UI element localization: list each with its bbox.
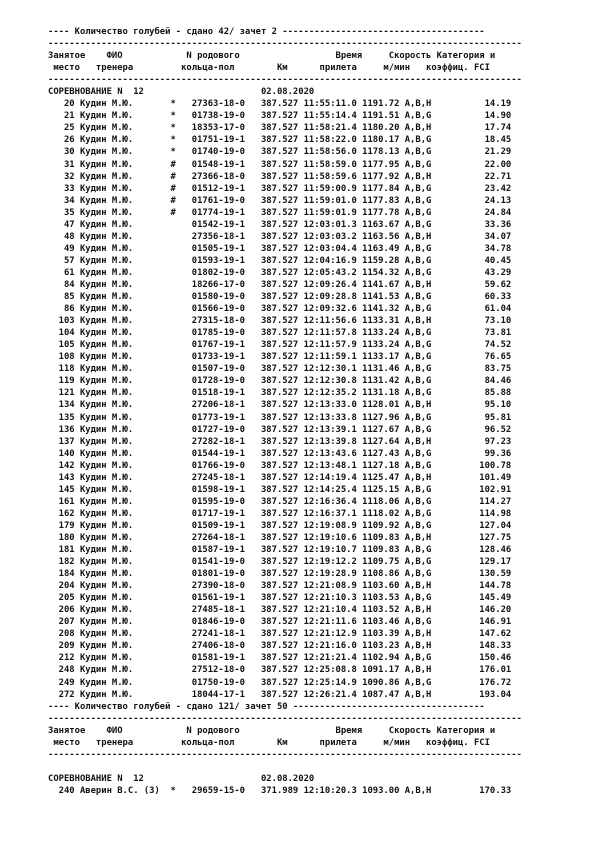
- result-row: 180 Кудин М.Ю. 27264-18-1 387.527 12:19:10.6 1109.83 A,B,H 127.75: [48, 532, 512, 543]
- result-row: 31 Кудин М.Ю. # 01548-19-1 387.527 11:58:59.0 1177.95 A,B,G 22.00: [48, 159, 512, 170]
- result-row: 142 Кудин М.Ю. 01766-19-0 387.527 12:13:48.1 1127.18 A,B,G 100.78: [48, 460, 512, 471]
- result-row: 108 Кудин М.Ю. 01733-19-1 387.527 12:11:59.1 1133.17 A,B,G 76.65: [48, 352, 512, 363]
- result-row: 119 Кудин М.Ю. 01728-19-0 387.527 12:12:30.8 1131.42 A,B,G 84.46: [48, 376, 512, 387]
- result-row: 84 Кудин М.Ю. 18266-17-0 387.527 12:09:26.4 1141.67 A,B,H 59.62: [48, 279, 512, 290]
- result-row: 204 Кудин М.Ю. 27390-18-0 387.527 12:21:08.9 1103.60 A,B,H 144.78: [48, 581, 512, 592]
- result-row: 143 Кудин М.Ю. 27245-18-1 387.527 12:14:19.4 1125.47 A,B,H 101.49: [48, 472, 512, 483]
- result-row: 57 Кудин М.Ю. 01593-19-1 387.527 12:04:16.9 1159.28 A,B,G 40.45: [48, 255, 512, 266]
- result-row: 179 Кудин М.Ю. 01509-19-1 387.527 12:19:08.9 1109.92 A,B,G 127.04: [48, 520, 512, 531]
- result-row: 20 Кудин М.Ю. * 27363-18-0 387.527 11:55:11.0 1191.72 A,B,H 14.19: [48, 99, 512, 110]
- result-row: 103 Кудин М.Ю. 27315-18-0 387.527 12:11:56.6 1133.31 A,B,H 73.10: [48, 316, 512, 327]
- block-2-banner: ---- Количество голубей - сдано 121/ зачет 50 ------------------------------------: [48, 701, 485, 712]
- result-row: 145 Кудин М.Ю. 01598-19-1 387.527 12:14:25.4 1125.15 A,B,G 102.91: [48, 484, 512, 495]
- result-row: 25 Кудин М.Ю. * 18353-17-0 387.527 11:58:21.4 1180.20 A,B,H 17.74: [48, 123, 512, 134]
- result-row: 137 Кудин М.Ю. 27282-18-1 387.527 12:13:39.8 1127.64 A,B,H 97.23: [48, 436, 512, 447]
- block-1-header-line-2: место тренера кольца-пол Км прилета м/мин коэффиц. FCI: [48, 63, 490, 74]
- result-row: 118 Кудин М.Ю. 01507-19-0 387.527 12:12:30.1 1131.46 A,B,G 83.75: [48, 364, 512, 375]
- result-row: 208 Кудин М.Ю. 27241-18-1 387.527 12:21:12.9 1103.39 A,B,H 147.62: [48, 629, 512, 640]
- result-row: 162 Кудин М.Ю. 01717-19-1 387.527 12:16:37.1 1118.02 A,B,G 114.98: [48, 508, 512, 519]
- block-1-header-line-1: Занятое ФИО N родового Время Скорость Категория и: [48, 51, 496, 62]
- result-row: 182 Кудин М.Ю. 01541-19-0 387.527 12:19:12.2 1109.75 A,B,G 129.17: [48, 557, 512, 568]
- result-row: 205 Кудин М.Ю. 01561-19-1 387.527 12:21:10.3 1103.53 A,B,G 145.49: [48, 593, 512, 604]
- result-row: 32 Кудин М.Ю. # 27366-18-0 387.527 11:58:59.6 1177.92 A,B,H 22.71: [48, 171, 512, 182]
- results-listing: [48, 26, 522, 797]
- result-row: 207 Кудин М.Ю. 01846-19-0 387.527 12:21:11.6 1103.46 A,B,G 146.91: [48, 617, 512, 628]
- result-row: 105 Кудин М.Ю. 01767-19-1 387.527 12:11:57.9 1133.24 A,B,G 74.52: [48, 340, 512, 351]
- block-2-header-line-2: место тренера кольца-пол Км прилета м/мин коэффиц. FCI: [48, 737, 490, 748]
- result-row: 206 Кудин М.Ю. 27485-18-1 387.527 12:21:10.4 1103.52 A,B,H 146.20: [48, 605, 512, 616]
- result-row: 181 Кудин М.Ю. 01587-19-1 387.527 12:19:10.7 1109.83 A,B,G 128.46: [48, 545, 512, 556]
- block-1-rule-bottom: -----------------------------------------------------------------------------------------: [48, 75, 522, 86]
- result-row: 248 Кудин М.Ю. 27512-18-0 387.527 12:25:08.8 1091.17 A,B,H 176.01: [48, 665, 512, 676]
- result-row: 161 Кудин М.Ю. 01595-19-0 387.527 12:16:36.4 1118.06 A,B,G 114.27: [48, 496, 512, 507]
- result-row: 209 Кудин М.Ю. 27406-18-0 387.527 12:21:16.0 1103.23 A,B,H 148.33: [48, 641, 512, 652]
- result-row: 240 Аверин В.С. (3) * 29659-15-0 371.989 12:10:20.3 1093.00 A,B,H 170.33: [48, 785, 512, 796]
- result-row: 135 Кудин М.Ю. 01773-19-1 387.527 12:13:33.8 1127.96 A,B,G 95.81: [48, 412, 512, 423]
- result-row: 49 Кудин М.Ю. 01505-19-1 387.527 12:03:04.4 1163.49 A,B,G 34.78: [48, 243, 512, 254]
- block-1-competition-title: СОРЕВНОВАНИЕ N 12 02.08.2020: [48, 87, 315, 98]
- result-row: 30 Кудин М.Ю. * 01740-19-0 387.527 11:58:56.0 1178.13 A,B,G 21.29: [48, 147, 512, 158]
- result-row: 47 Кудин М.Ю. 01542-19-1 387.527 12:03:01.3 1163.67 A,B,G 33.36: [48, 219, 512, 230]
- result-row: 85 Кудин М.Ю. 01580-19-0 387.527 12:09:28.8 1141.53 A,B,G 60.33: [48, 292, 512, 303]
- result-row: 48 Кудин М.Ю. 27356-18-1 387.527 12:03:03.2 1163.56 A,B,H 34.07: [48, 231, 512, 242]
- result-row: 104 Кудин М.Ю. 01785-19-0 387.527 12:11:57.8 1133.24 A,B,G 73.81: [48, 328, 512, 339]
- result-row: 34 Кудин М.Ю. # 01761-19-0 387.527 11:59:01.0 1177.83 A,B,G 24.13: [48, 195, 512, 206]
- result-row: 140 Кудин М.Ю. 01544-19-1 387.527 12:13:43.6 1127.43 A,B,G 99.36: [48, 448, 512, 459]
- result-row: 184 Кудин М.Ю. 01801-19-0 387.527 12:19:28.9 1108.86 A,B,G 130.59: [48, 569, 512, 580]
- block-1-rule-top: -----------------------------------------------------------------------------------------: [48, 39, 522, 50]
- result-row: 134 Кудин М.Ю. 27206-18-1 387.527 12:13:33.0 1128.01 A,B,H 95.10: [48, 400, 512, 411]
- block-2-competition-title: СОРЕВНОВАНИЕ N 12 02.08.2020: [48, 773, 315, 784]
- result-row: 35 Кудин М.Ю. # 01774-19-1 387.527 11:59:01.9 1177.78 A,B,G 24.84: [48, 207, 512, 218]
- block-1-banner: ---- Количество голубей - сдано 42/ зачет 2 --------------------------------------: [48, 27, 485, 37]
- block-1-result-rows: [48, 99, 511, 699]
- result-row: 136 Кудин М.Ю. 01727-19-0 387.527 12:13:39.1 1127.67 A,B,G 96.52: [48, 424, 512, 435]
- result-row: 26 Кудин М.Ю. * 01751-19-1 387.527 11:58:22.0 1180.17 A,B,G 18.45: [48, 135, 512, 146]
- result-row: 121 Кудин М.Ю. 01518-19-1 387.527 12:12:35.2 1131.18 A,B,G 85.88: [48, 388, 512, 399]
- block-2-header-line-1: Занятое ФИО N родового Время Скорость Категория и: [48, 725, 496, 736]
- result-row: 272 Кудин М.Ю. 18044-17-1 387.527 12:26:21.4 1087.47 A,B,H 193.04: [48, 689, 512, 700]
- result-row: 61 Кудин М.Ю. 01802-19-0 387.527 12:05:43.2 1154.32 A,B,G 43.29: [48, 267, 512, 278]
- result-row: 249 Кудин М.Ю. 01750-19-0 387.527 12:25:14.9 1090.86 A,B,G 176.72: [48, 677, 512, 688]
- result-row: 212 Кудин М.Ю. 01581-19-1 387.527 12:21:21.4 1102.94 A,B,G 150.46: [48, 653, 512, 664]
- block-2-rule-bottom: -----------------------------------------------------------------------------------------: [48, 749, 522, 760]
- result-row: 86 Кудин М.Ю. 01566-19-0 387.527 12:09:32.6 1141.32 A,B,G 61.04: [48, 304, 512, 315]
- block-2-result-rows: [48, 786, 511, 796]
- result-row: 33 Кудин М.Ю. # 01512-19-1 387.527 11:59:00.9 1177.84 A,B,G 23.42: [48, 183, 512, 194]
- result-row: 21 Кудин М.Ю. * 01738-19-0 387.527 11:55:14.4 1191.51 A,B,G 14.90: [48, 111, 512, 122]
- block-2-rule-top: -----------------------------------------------------------------------------------------: [48, 713, 522, 724]
